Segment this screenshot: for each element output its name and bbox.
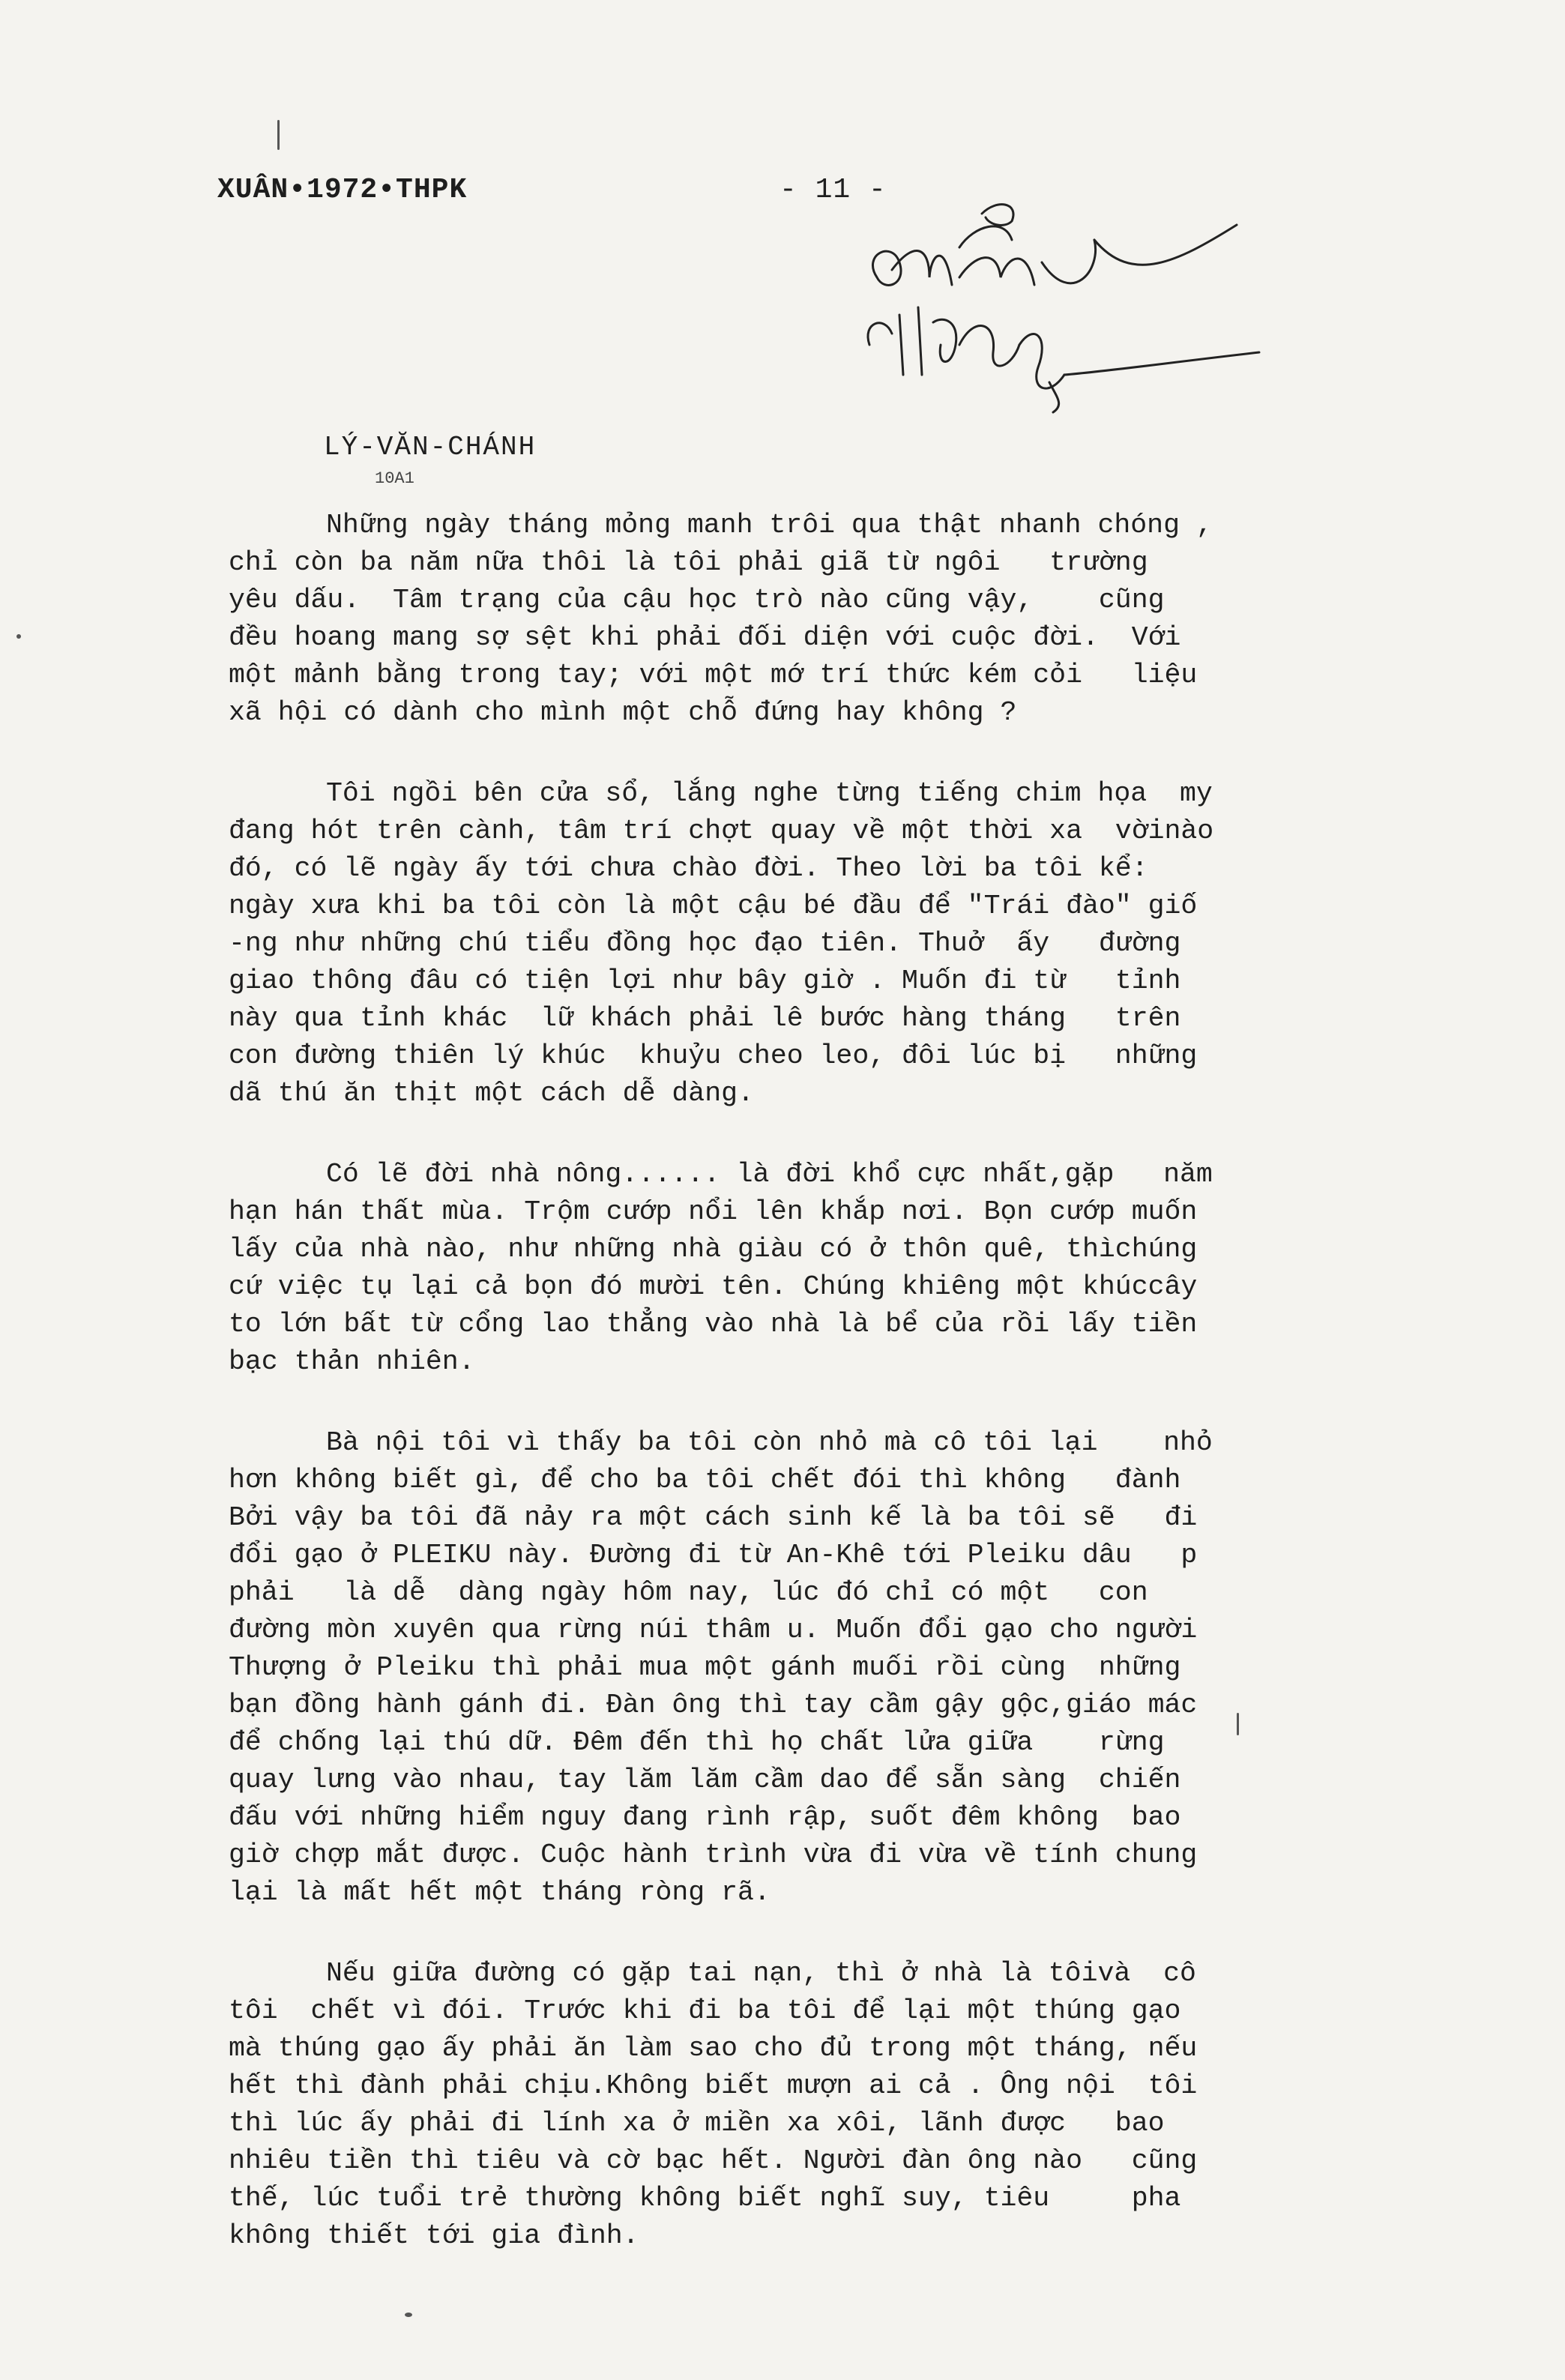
text-line: tôi chết vì đói. Trước khi đi ba tôi để lại một thúng gạo [229, 1995, 1181, 2026]
text-line: Bởi vậy ba tôi đã nảy ra một cách sinh kế là ba tôi sẽ đi [229, 1502, 1198, 1533]
text-line: lại là mất hết một tháng ròng rã. [229, 1877, 771, 1908]
page-number: - 11 - [780, 174, 887, 206]
text-line: chỉ còn ba năm nữa thôi là tôi phải giã từ ngôi trường [229, 547, 1148, 578]
text-line: giờ chợp mắt được. Cuộc hành trình vừa đi vừa về tính chung [229, 1840, 1198, 1870]
text-line: hạn hán thất mùa. Trộm cướp nổi lên khắp nơi. Bọn cướp muốn [229, 1196, 1198, 1227]
text-line: Tôi ngồi bên cửa sổ, lắng nghe từng tiếng chim họa my [326, 778, 1213, 809]
scan-speck [1237, 1713, 1239, 1735]
paragraph [229, 1156, 1353, 1381]
author-class: 10A1 [375, 469, 414, 488]
text-line: thế, lúc tuổi trẻ thường không biết nghĩ suy, tiêu pha [229, 2183, 1181, 2214]
text-line: con đường thiên lý khúc khuỷu cheo leo, đôi lúc bị những [229, 1040, 1198, 1071]
article-body [229, 507, 1353, 2298]
paragraph [229, 1955, 1353, 2255]
paragraph [229, 775, 1353, 1112]
text-line: thì lúc ấy phải đi lính xa ở miền xa xôi, lãnh được bao [229, 2108, 1165, 2139]
text-line: nhiêu tiền thì tiêu và cờ bạc hết. Người đàn ông nào cũng [229, 2145, 1198, 2176]
text-line: yêu dấu. Tâm trạng của cậu học trò nào cũng vậy, cũng [229, 585, 1165, 615]
text-line: bạc thản nhiên. [229, 1346, 475, 1377]
text-line: quay lưng vào nhau, tay lăm lăm cầm dao để sẵn sàng chiến [229, 1765, 1181, 1795]
text-line: Nếu giữa đường có gặp tai nạn, thì ở nhà là tôivà cô [326, 1958, 1196, 1989]
text-line: phải là dễ dàng ngày hôm nay, lúc đó chỉ có một con [229, 1577, 1148, 1608]
text-line: này qua tỉnh khác lữ khách phải lê bước hàng tháng trên [229, 1003, 1181, 1034]
text-line: ngày xưa khi ba tôi còn là một cậu bé đầu để "Trái đào" giố [229, 891, 1198, 921]
text-line: để chống lại thú dữ. Đêm đến thì họ chất lửa giữa rừng [229, 1727, 1165, 1758]
scan-speck [16, 634, 21, 639]
text-line: đó, có lẽ ngày ấy tới chưa chào đời. Theo lời ba tôi kể: [229, 853, 1148, 884]
text-line: mà thúng gạo ấy phải ăn làm sao cho đủ trong một tháng, nếu [229, 2033, 1198, 2064]
text-line: đấu với những hiểm nguy đang rình rập, suốt đêm không bao [229, 1802, 1181, 1833]
text-line: đang hót trên cành, tâm trí chợt quay về một thời xa vờinào [229, 816, 1214, 846]
text-line: không thiết tới gia đình. [229, 2220, 639, 2251]
handwritten-signature [847, 195, 1267, 420]
text-line: Có lẽ đời nhà nông...... là đời khổ cực nhất,gặp năm [326, 1159, 1213, 1190]
issue-label: XUÂN•1972•THPK [217, 174, 468, 206]
text-line: bạn đồng hành gánh đi. Đàn ông thì tay cầm gậy gộc,giáo mác [229, 1690, 1198, 1720]
text-line: Thượng ở Pleiku thì phải mua một gánh muối rồi cùng những [229, 1652, 1181, 1683]
text-line: hết thì đành phải chịu.Không biết mượn ai cả . Ông nội tôi [229, 2070, 1198, 2101]
text-line: hơn không biết gì, để cho ba tôi chết đói thì không đành [229, 1465, 1181, 1495]
text-line: cứ việc tụ lại cả bọn đó mười tên. Chúng khiêng một khúccây [229, 1271, 1198, 1302]
text-line: đổi gạo ở PLEIKU này. Đường đi từ An-Khê tới Pleiku dâu p [229, 1540, 1198, 1570]
scan-speck [405, 2313, 412, 2317]
scan-speck [277, 120, 280, 150]
paragraph [229, 507, 1353, 732]
text-line: một mảnh bằng trong tay; với một mớ trí thức kém cỏi liệu [229, 660, 1198, 690]
text-line: đều hoang mang sợ sệt khi phải đối diện với cuộc đời. Với [229, 622, 1181, 653]
text-line: lấy của nhà nào, như những nhà giàu có ở thôn quê, thìchúng [229, 1234, 1198, 1265]
text-line: -ng như những chú tiểu đồng học đạo tiên. Thuở ấy đường [229, 928, 1181, 959]
text-line: dã thú ăn thịt một cách dễ dàng. [229, 1078, 754, 1109]
signature-drawing [847, 195, 1267, 420]
text-line: Những ngày tháng mỏng manh trôi qua thật nhanh chóng , [326, 510, 1213, 540]
text-line: đường mòn xuyên qua rừng núi thâm u. Muốn đổi gạo cho người [229, 1615, 1198, 1645]
text-line: Bà nội tôi vì thấy ba tôi còn nhỏ mà cô tôi lại nhỏ [326, 1427, 1213, 1458]
text-line: to lớn bất từ cổng lao thẳng vào nhà là bể của rồi lấy tiền [229, 1309, 1198, 1340]
author-name: LÝ-VĂN-CHÁNH [324, 432, 537, 463]
text-line: xã hội có dành cho mình một chỗ đứng hay không ? [229, 697, 1017, 728]
text-line: giao thông đâu có tiện lợi như bây giờ . Muốn đi từ tỉnh [229, 965, 1181, 996]
paragraph [229, 1424, 1353, 1911]
